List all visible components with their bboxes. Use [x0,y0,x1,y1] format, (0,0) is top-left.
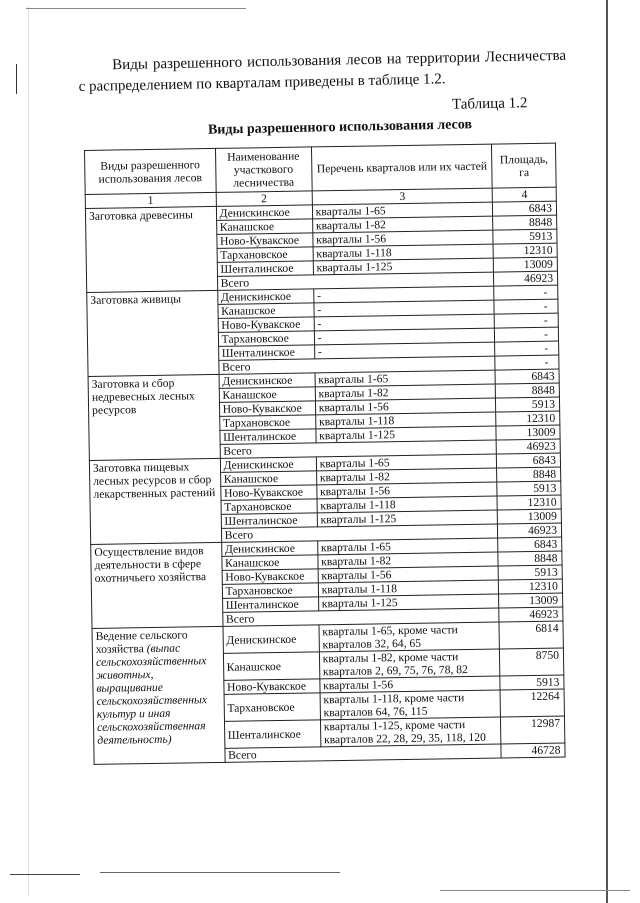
header-row [85,143,557,194]
usage-type-label: Заготовка древесины [88,208,193,223]
quarters-cell: - [313,286,494,303]
forestry-cell: Шенталинское [218,345,314,361]
quarters-cell: кварталы 1-56 [315,398,496,415]
header-col-usage-type: Виды разрешенного использования лесов [85,148,216,194]
area-cell: - [495,341,559,356]
forestry-cell: Тархановское [224,693,321,722]
area-cell: 13009 [499,593,563,608]
scan-artifact [26,8,246,9]
usage-type-label: Заготовка пищевых лесных ресурсов и сбор лекарственных растений [92,460,216,501]
area-cell: 12310 [499,579,563,594]
total-value: 46923 [497,439,561,454]
forestry-cell: Денискинское [219,373,315,389]
usage-type-label: Заготовка живицы [90,292,182,307]
quarters-cell: кварталы 1-118 [317,496,498,513]
quarters-cell: кварталы 1-118 [313,244,494,261]
usage-type-label: Заготовка и сбор недревесных лесных ресурсов [91,376,195,417]
area-cell: 6843 [498,537,562,552]
forestry-cell: Тархановское [217,247,313,263]
table-title: Виды разрешенного использования лесов [207,117,473,138]
quarters-cell: кварталы 1-125 [316,426,497,443]
header-col-forestry: Наименование участкового лесничества [215,147,312,193]
quarters-cell: кварталы 1-56 [317,482,498,499]
page-edge-right [606,0,608,903]
usage-type-cell [88,374,220,460]
area-cell: - [494,299,558,314]
forestry-cell: Ново-Кувакское [223,679,319,695]
area-cell: 12987 [501,716,565,744]
total-label: Всего [221,524,498,542]
area-cell: 6843 [495,369,559,384]
total-value: 46923 [498,523,562,538]
area-cell: 8848 [493,215,557,230]
quarters-cell: кварталы 1-65, кроме части кварталов 32, 64, 65 [319,622,500,652]
area-cell: 8848 [496,383,560,398]
page-edge-left [28,6,29,896]
quarters-cell: - [314,342,495,359]
forestry-cell: Денискинское [221,541,317,557]
area-cell: 5913 [500,675,564,690]
quarters-cell: кварталы 1-82 [312,216,493,233]
quarters-cell: кварталы 1-118, кроме части кварталов 64, 76, 115 [320,690,501,720]
forestry-cell: Канашское [220,471,316,487]
intro-paragraph: Виды разрешенного использования лесов на территории Лесничества с распределением по кварталам приведены в таблице 1.2. [78,47,567,95]
forestry-cell: Тархановское [218,331,314,347]
forestry-cell: Ново-Кувакское [216,233,312,249]
area-cell: 8750 [500,648,564,676]
quarters-cell: кварталы 1-118 [315,412,496,429]
quarters-cell: кварталы 1-82 [315,384,496,401]
scan-artifact [440,890,630,891]
usage-type-label: Осуществление видов деятельности в сфере охотничьего хозяйства [94,544,207,585]
total-label: Всего [218,356,495,374]
forestry-cell: Денискинское [220,457,316,473]
area-cell: - [494,285,558,300]
usage-type-cell [85,206,217,292]
column-number: 3 [312,188,493,205]
table-container [84,143,566,765]
area-cell: 8848 [497,467,561,482]
header-col-area: Площадь, га [492,143,556,188]
total-label: Всего [225,744,502,762]
quarters-cell: кварталы 1-56 [318,566,499,583]
forestry-cell: Канашское [219,387,315,403]
scan-artifact [16,64,17,94]
usage-type-label: Ведение сельского хозяйства [95,628,188,656]
table-body [85,201,565,764]
forestry-cell: Канашское [223,652,320,681]
area-cell: 6814 [499,621,563,649]
usage-table [84,143,566,765]
forestry-cell: Денискинское [217,289,313,305]
usage-type-cell [87,290,219,376]
usage-type-note: (выпас сельскохозяйственных животных, выращивание сельскохозяйственных культур и иная сельскохозяйственная деятельность) [95,641,208,747]
forestry-cell: Денискинское [216,205,312,221]
header-col-quarters: Перечень кварталов или их частей [311,144,492,191]
scan-artifact [10,874,80,875]
forestry-cell: Канашское [222,555,318,571]
forestry-cell: Шенталинское [220,429,316,445]
usage-type-cell [91,542,223,628]
total-value: - [495,355,559,370]
usage-type-cell [92,626,225,764]
forestry-cell: Канашское [216,219,312,235]
quarters-cell: кварталы 1-118 [318,580,499,597]
area-cell: 12310 [493,243,557,258]
area-cell: 12310 [496,411,560,426]
total-value: 46923 [494,271,558,286]
quarters-cell: кварталы 1-65 [317,538,498,555]
forestry-cell: Ново-Кувакское [219,401,315,417]
quarters-cell: - [314,314,495,331]
area-cell: 12310 [497,495,561,510]
quarters-cell: кварталы 1-65 [312,202,493,219]
area-cell: 6843 [497,453,561,468]
column-number: 4 [493,187,557,202]
total-value: 46923 [499,607,563,622]
quarters-cell: кварталы 1-65 [315,370,496,387]
quarters-cell: кварталы 1-65 [316,454,497,471]
quarters-cell: кварталы 1-56 [313,230,494,247]
usage-type-cell [89,458,221,544]
area-cell: 13009 [496,425,560,440]
forestry-cell: Шенталинское [221,513,317,529]
quarters-cell: кварталы 1-56 [320,676,501,693]
forestry-cell: Ново-Кувакское [222,569,318,585]
area-cell: - [495,313,559,328]
forestry-cell: Тархановское [219,415,315,431]
quarters-cell: кварталы 1-82, кроме части кварталов 2, 69, 75, 76, 78, 82 [319,649,500,679]
quarters-cell: кварталы 1-82 [318,552,499,569]
forestry-cell: Тархановское [222,583,318,599]
area-cell: 5913 [497,481,561,496]
area-cell: 13009 [498,509,562,524]
forestry-cell: Шенталинское [217,261,313,277]
total-value: 46728 [501,743,565,758]
quarters-cell: - [314,300,495,317]
forestry-cell: Ново-Кувакское [218,317,314,333]
area-cell: 5913 [499,565,563,580]
total-label: Всего [217,272,494,290]
table-label: Таблица 1.2 [451,95,528,113]
forestry-cell: Канашское [218,303,314,319]
total-label: Всего [220,440,497,458]
forestry-cell: Ново-Кувакское [220,485,316,501]
forestry-cell: Шенталинское [224,720,321,749]
column-number: 2 [216,191,312,207]
quarters-cell: кварталы 1-125, кроме части кварталов 22, 28, 29, 35, 118, 120 [320,717,501,747]
area-cell: 8848 [498,551,562,566]
quarters-cell: - [314,328,495,345]
forestry-cell: Тархановское [221,499,317,515]
area-cell: 5913 [496,397,560,412]
quarters-cell: кварталы 1-125 [318,594,499,611]
column-number: 1 [85,192,216,208]
quarters-cell: кварталы 1-82 [316,468,497,485]
area-cell: 12264 [501,689,565,717]
scan-artifact [100,872,340,873]
forestry-cell: Шенталинское [222,597,318,613]
area-cell: - [495,327,559,342]
area-cell: 13009 [494,257,558,272]
forestry-cell: Денискинское [223,625,320,654]
area-cell: 5913 [493,229,557,244]
total-label: Всего [222,608,499,626]
quarters-cell: кварталы 1-125 [313,258,494,275]
area-cell: 6843 [493,201,557,216]
quarters-cell: кварталы 1-125 [317,510,498,527]
